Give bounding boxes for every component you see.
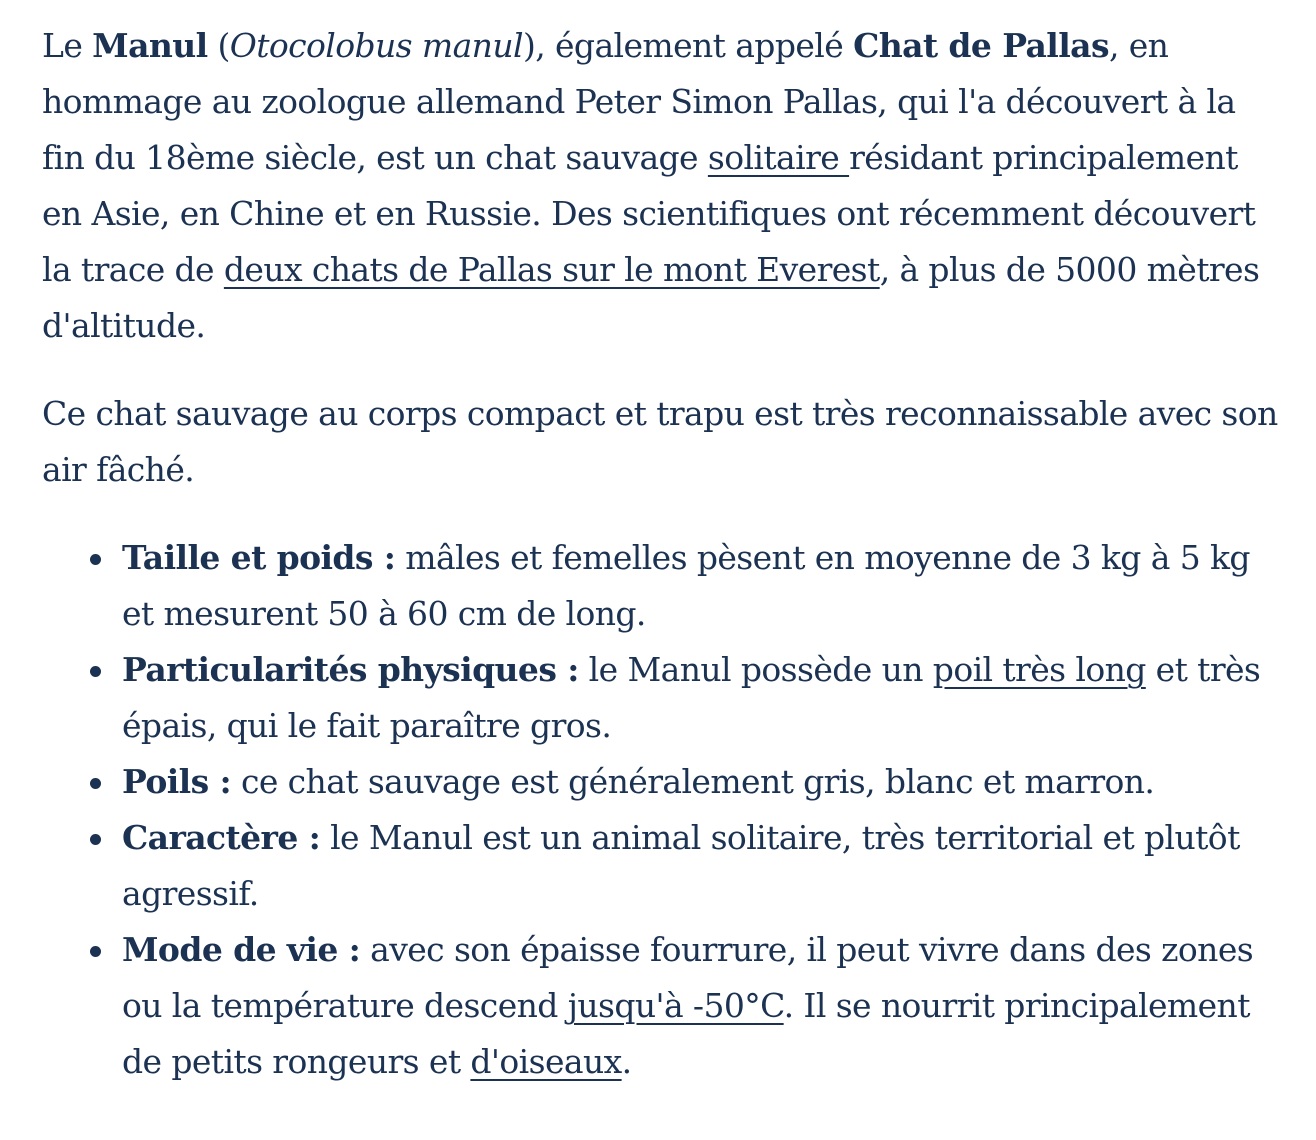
link-temperature[interactable]: jusqu'à -50°C xyxy=(567,986,784,1025)
list-item: Caractère : le Manul est un animal solitaire, très territorial et plutôt agressif. xyxy=(122,810,1282,922)
features-list xyxy=(42,530,1282,1090)
list-item: Particularités physiques : le Manul possède un poil très long et très épais, qui le fait paraître gros. xyxy=(122,642,1282,754)
link-solitaire[interactable]: solitaire xyxy=(707,138,850,177)
description-paragraph: Ce chat sauvage au corps compact et trapu est très reconnaissable avec son air fâché. xyxy=(42,394,1278,489)
link-birds[interactable]: d'oiseaux xyxy=(470,1042,622,1081)
scientific-name: Otocolobus manul xyxy=(229,26,523,65)
link-long-fur[interactable]: poil très long xyxy=(932,650,1146,689)
intro-paragraph: Le Manul (Otocolobus manul), également appelé Chat de Pallas, en hommage au zoologue allemand Peter Simon Pallas, qui l'a découvert à la fin du 18ème siècle, est un chat sauvage solitaire résidant principalement en Asie, en Chine et en Russie. Des scientifiques ont récemment découvert la trace de deux chats de Pallas sur le mont Everest, à plus de 5000 mètres d'altitude. xyxy=(42,26,1260,345)
link-everest[interactable]: deux chats de Pallas sur le mont Everest xyxy=(223,250,880,289)
list-item: Poils : ce chat sauvage est généralement gris, blanc et marron. xyxy=(122,754,1282,810)
feature-label: Mode de vie : xyxy=(122,930,361,969)
manul-name: Manul xyxy=(92,26,208,65)
feature-label: Caractère : xyxy=(122,818,321,857)
article-body xyxy=(42,18,1282,1090)
feature-label: Particularités physiques : xyxy=(122,650,579,689)
feature-label: Taille et poids : xyxy=(122,538,396,577)
alt-name: Chat de Pallas xyxy=(853,26,1109,65)
list-item: Taille et poids : mâles et femelles pèsent en moyenne de 3 kg à 5 kg et mesurent 50 à 60 cm de long. xyxy=(122,530,1282,642)
list-item: Mode de vie : avec son épaisse fourrure, il peut vivre dans des zones ou la température descend jusqu'à -50°C. Il se nourrit principalement de petits rongeurs et d'oiseaux. xyxy=(122,922,1282,1090)
feature-label: Poils : xyxy=(122,762,232,801)
